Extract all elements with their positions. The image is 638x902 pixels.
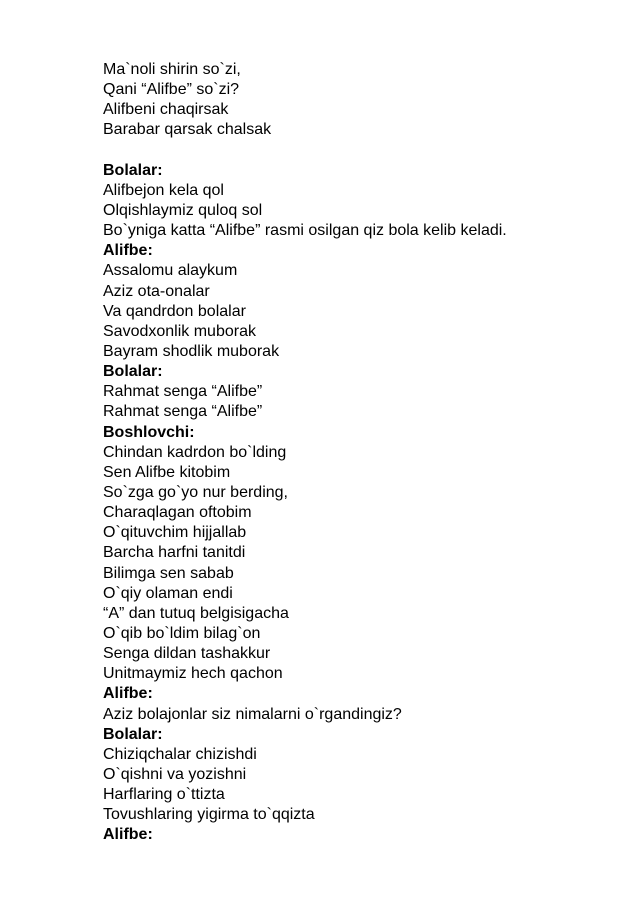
speaker-label: Bolalar: xyxy=(103,725,163,743)
text-line: Alifbejon kela qol xyxy=(103,181,224,199)
text-line: Barabar qarsak chalsak xyxy=(103,121,272,139)
text-line: Qani “Alifbe” so`zi? xyxy=(103,81,240,99)
text-line: Charaqlagan oftobim xyxy=(103,504,252,522)
text-line: Alifbeni chaqirsak xyxy=(103,101,229,119)
text-line: O`qituvchim hijjallab xyxy=(103,524,247,542)
stanza-spacer xyxy=(103,141,623,161)
text-line: Bayram shodlik muborak xyxy=(103,342,280,360)
text-line: Aziz ota-onalar xyxy=(103,282,210,300)
text-line: Sen Alifbe kitobim xyxy=(103,463,231,481)
text-line: “A” dan tutuq belgisigacha xyxy=(103,604,289,622)
speaker-label: Alifbe: xyxy=(103,685,153,703)
text-line: Aziz bolajonlar siz nimalarni o`rgandingiz? xyxy=(103,705,402,723)
text-line: Va qandrdon bolalar xyxy=(103,302,246,320)
speaker-label: Bolalar: xyxy=(103,363,163,381)
text-line: Savodxonlik muborak xyxy=(103,322,256,340)
text-line: Unitmaymiz hech qachon xyxy=(103,665,283,683)
text-line: Rahmat senga “Alifbe” xyxy=(103,403,263,421)
text-line: O`qishni va yozishni xyxy=(103,765,247,783)
speaker-label: Alifbe: xyxy=(103,242,153,260)
text-line: Harflaring o`ttizta xyxy=(103,786,225,804)
text-line: Tovushlaring yigirma to`qqizta xyxy=(103,806,315,824)
text-line: O`qib bo`ldim bilag`on xyxy=(103,624,261,642)
text-line: Chindan kadrdon bo`lding xyxy=(103,443,287,461)
speaker-label: Boshlovchi: xyxy=(103,423,195,441)
text-line: Chiziqchalar chizishdi xyxy=(103,745,257,763)
poem-text xyxy=(103,60,623,845)
text-line: Assalomu alaykum xyxy=(103,262,238,280)
speaker-label: Alifbe: xyxy=(103,826,153,844)
text-line: O`qiy olaman endi xyxy=(103,584,233,602)
text-line: Barcha harfni tanitdi xyxy=(103,544,246,562)
text-line: Senga dildan tashakkur xyxy=(103,645,271,663)
stage-direction: Bo`yniga katta “Alifbe” rasmi osilgan qiz bola kelib keladi. xyxy=(103,222,507,240)
text-line: So`zga go`yo nur berding, xyxy=(103,483,288,501)
text-line: Olqishlaymiz quloq sol xyxy=(103,201,263,219)
text-line: Rahmat senga “Alifbe” xyxy=(103,383,263,401)
text-line: Bilimga sen sabab xyxy=(103,564,234,582)
speaker-label: Bolalar: xyxy=(103,161,163,179)
text-line: Ma`noli shirin so`zi, xyxy=(103,61,241,78)
